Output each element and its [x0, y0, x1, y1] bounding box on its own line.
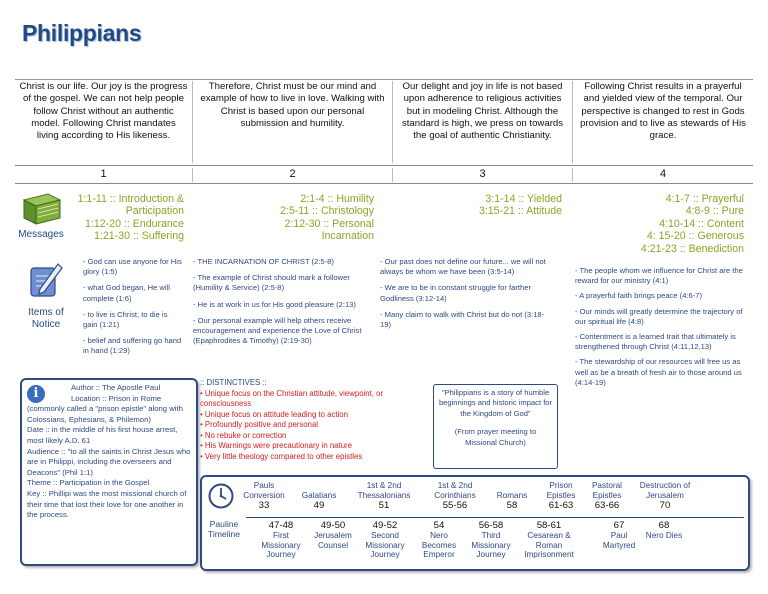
timeline-event: Prison Epistles 61-63	[546, 481, 576, 511]
column-number-1: 1	[15, 168, 193, 182]
timeline-event: 49-50 Jerusalem Counsel	[314, 520, 352, 550]
messages-column-2	[240, 193, 374, 243]
key-line: Key :: Phillipi was the most missional church of their time that lost their love for one another in the process.	[27, 488, 187, 520]
notice-item: - what God began, He will complete (1:6)	[83, 283, 170, 303]
notice-item: - THE INCARNATION OF CHRIST (2:5-8)	[193, 257, 334, 266]
notice-column-4	[575, 266, 747, 393]
message-item: 2:5-11 :: Christology	[279, 205, 374, 218]
message-item: 4:21-23 :: Benediction	[640, 242, 744, 255]
timeline-event: 1st & 2nd Corinthians 55-56	[434, 481, 476, 511]
theme-line: Theme :: Participation in the Gospel	[27, 478, 150, 488]
distinctive-item: • His Warnings were precautionary in nature	[200, 441, 352, 450]
notice-item: - The example of Christ should mark a follower (Humility & Service) (2:5-8)	[193, 273, 350, 293]
quote-source: (From prayer meeting to Missional Church)	[454, 427, 537, 447]
notice-item: - belief and suffering go hand in hand (1:29)	[83, 336, 182, 356]
messages-label: Messages	[18, 229, 64, 240]
messages-column-4	[600, 193, 744, 255]
message-item: 1:12-20 :: Endurance	[85, 217, 184, 230]
timeline-axis	[246, 517, 744, 518]
timeline-event: 1st & 2nd Thessalonians 51	[357, 481, 411, 511]
info-icon: i	[27, 385, 45, 403]
distinctive-item: • Very little theology compared to other epistles	[200, 451, 363, 461]
quote-box	[433, 384, 558, 469]
distinctive-item: • Profoundly positive and personal	[200, 420, 319, 429]
location-line: Location :: Prison in Rome	[71, 393, 162, 403]
message-item: 4:10-14 :: Content	[659, 217, 744, 230]
date-line: Date :: in the middle of his first house arrest, most likely A.D. 61	[27, 425, 178, 445]
audience-line: Audience :: "to all the saints in Christ Jesus who are in Philippi, including the overseers and Deacons" (Phil 1:1)	[27, 446, 191, 477]
distinctives-list	[200, 378, 435, 462]
pauline-timeline	[200, 475, 750, 571]
notice-item: - God can use anyone for His glory (1:5)	[83, 257, 182, 277]
notice-column-1	[83, 257, 183, 363]
theme-2: Therefore, Christ must be our mind and example of how to live in love. Walking with Christ is based upon our personal submission and humility.	[193, 81, 393, 163]
timeline-event: 67 Paul Martyred	[602, 520, 636, 550]
notice-item: - He is at work in us for His good pleasure (2:13)	[193, 299, 356, 309]
author-line: Author :: The Apostle Paul	[71, 383, 161, 392]
message-item: 2:1-4 :: Humility	[300, 193, 374, 205]
column-number-4: 4	[659, 168, 667, 180]
distinctive-item: • Unique focus on the Christian attitude, viewpoint, or consciousness	[200, 388, 384, 408]
timeline-event: 56-58 Third Missionary Journey	[471, 520, 511, 560]
timeline-event: Pauls Conversion 33	[243, 481, 285, 511]
theme-4: Following Christ results in a prayerful and yielded view of the temporal. Our perspective is changed to rest in Gods provision and to live as stewards of His grace.	[580, 81, 746, 142]
notice-item: - Our minds will greatly determine the trajectory of our spiritual life (4:8)	[575, 306, 743, 326]
author-info-box	[20, 378, 198, 566]
notice-item: - Contentment is a learned trait that ultimately is strengthened through Christ (4:11,12,13)	[575, 332, 736, 352]
distinctive-item: • Unique focus on attitude leading to action	[200, 409, 348, 419]
messages-column-3	[430, 193, 562, 218]
message-item: 3:15-21 :: Attitude	[478, 205, 562, 218]
message-item: 4:1-7 :: Prayerful	[665, 193, 744, 205]
notice-item: - A prayerful faith brings peace (4:6-7)	[575, 291, 703, 301]
message-item: 1:21-30 :: Suffering	[94, 230, 184, 243]
theme-row	[15, 79, 753, 163]
theme-3: Our delight and joy in life is not based upon adherence to religious activities but in modeling Christ. Although the standard is high, we press on towards the goal of authentic Christianity.	[393, 81, 573, 163]
message-item: 3:1-14 :: Yielded	[485, 193, 562, 205]
message-item: Incarnation	[321, 230, 374, 243]
notice-item: - Many claim to walk with Christ but do not (3:18-19)	[380, 309, 545, 330]
column-number-2: 2	[193, 168, 393, 182]
column-number-3: 3	[393, 168, 573, 182]
timeline-event: 47-48 First Missionary Journey	[261, 520, 301, 560]
book-icon	[20, 192, 62, 226]
message-item: Participation	[125, 205, 184, 218]
notice-column-2	[193, 257, 373, 352]
notice-item: - to live is Christ, to die is gain (1:21)	[83, 309, 168, 330]
notice-item: - The people whom we influence for Christ are the reward for our ministry (4:1)	[575, 266, 743, 286]
message-item: 1:1-11 :: Introduction &	[77, 193, 184, 205]
timeline-event: Romans 58	[496, 491, 528, 511]
quote-text: "Philippians is a story of humble beginnings and historic impact for the Kingdom of God"	[438, 388, 553, 418]
pen-icon	[28, 262, 64, 300]
notice-item: - The stewardship of our resources will free us as well as be a breath of fresh air to those around us (4:14-19)	[575, 357, 742, 387]
notice-column-3	[380, 257, 552, 336]
timeline-label: Pauline Timeline	[207, 519, 241, 540]
message-item: 2:12-30 :: Personal	[284, 217, 374, 230]
timeline-event: 49-52 Second Missionary Journey	[365, 520, 405, 560]
items-of-notice-label: Items of Notice	[28, 307, 64, 330]
timeline-event: Galatians 49	[301, 491, 337, 511]
timeline-event: Pastoral Epistles 63-66	[591, 481, 623, 511]
clock-icon	[208, 483, 234, 509]
timeline-event: 54 Nero Becomes Emperor	[421, 520, 457, 560]
notice-item: - Our past does not define our future... we will not always be whom we have been (3:5-14)	[380, 257, 546, 277]
timeline-event: Destruction of Jerusalem 70	[639, 481, 691, 511]
theme-1: Christ is our life. Our joy is the progress of the gospel. We can not help people follow Christ without an authentic model. Following Christ mandates living according to His likeness.	[15, 81, 193, 163]
message-item: 4:8-9 :: Pure	[685, 205, 744, 218]
location-note: (commonly called a "prison epistle" along with Colossians, Ephesians, & Philemon)	[27, 404, 183, 424]
timeline-event: 58-61 Cesarean & Roman Imprisonment	[524, 520, 574, 560]
notice-item: - Our personal example will help others receive encouragement and experience the Love of Christ (Epaphrodites & Timothy) (2:19-30)	[193, 315, 362, 346]
notice-item: - We are to be in constant struggle for farther Godliness (3:12-14)	[380, 283, 531, 303]
distinctive-item: • No rebuke or correction	[200, 430, 287, 440]
message-item: 4: 15-20 :: Generous	[646, 230, 744, 243]
page-title: Philippians	[22, 20, 142, 46]
messages-column-1	[66, 193, 184, 243]
timeline-event: 68 Nero Dies	[645, 520, 683, 540]
column-number-row	[15, 165, 753, 184]
distinctives-heading: :: DISTINCTIVES ::	[200, 378, 267, 387]
